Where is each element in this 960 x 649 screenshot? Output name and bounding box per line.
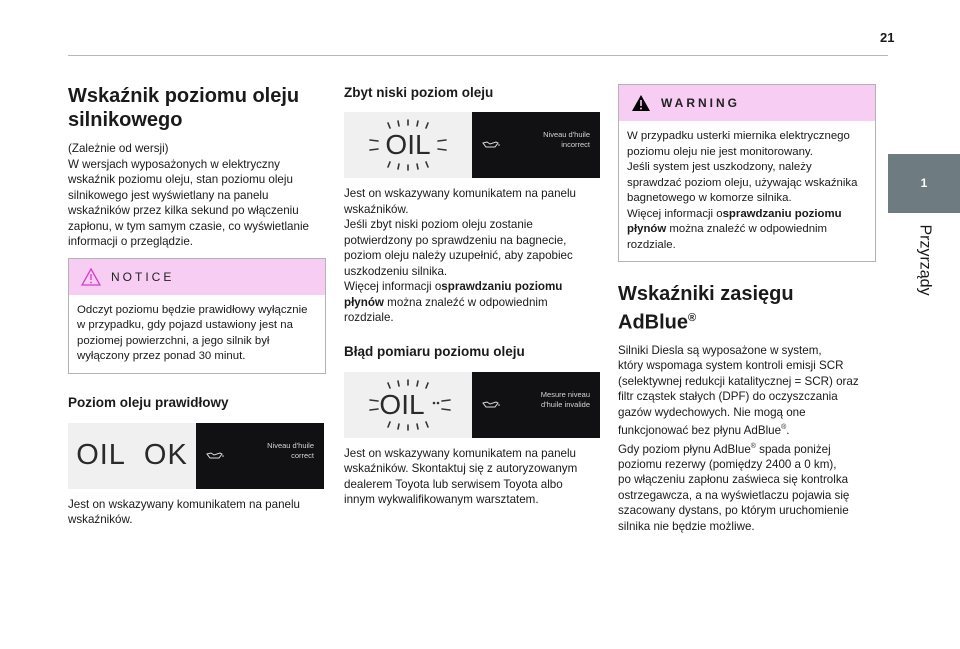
text-line: filtr cząstek stałych (DPF) do oczyszczania [618,390,838,404]
text-line: Jest on wskazywany komunikatem na panelu [344,187,576,200]
header-rule [68,55,888,56]
chapter-tab[interactable]: 1 [888,154,960,213]
intro-paragraph [68,141,326,250]
chapter-label: Przyrządy [917,224,934,296]
reference-line: płynów można znaleźć w odpowiednim [344,295,548,309]
notice-label: NOTICE [111,269,175,284]
oil-ok-text: OIL OK [76,438,188,471]
oil-error-screen-text: Mesure niveau d'huile invalide [540,389,590,409]
oil-ok-display-image [68,423,324,489]
page-number: 21 [880,30,895,45]
text-line: Odczyt poziomu będzie prawidłowy wyłącznie [77,303,308,316]
text-line: Silniki Diesla są wyposażone w system, [618,343,822,357]
warning-triangle-icon [631,94,651,112]
column-1 [68,84,326,528]
text-line: wskaźnik poziomu oleju, stan poziomu oleju [68,173,293,186]
text-line: wskaźników. [344,202,409,216]
oil-error-text: OIL [379,388,425,420]
warning-label: WARNING [661,96,740,110]
text-line: Jest on wskazywany komunikatem na panelu [344,446,576,460]
text-line: innym wykwalifikowanym warsztatem. [344,493,539,506]
oil-low-text: OIL [385,129,431,160]
text-line: szacowany dystans, po którym uruchomienie [618,504,849,518]
text-line: funkcjonować bez płynu AdBlue®. [618,424,790,438]
text-line: rozdziale. [344,311,394,324]
text-line: ostrzegawcza, a na wyświetlaczu pojawia się [618,488,850,502]
section-title-oil-level: Wskaźnik poziomu oleju silnikowego [68,85,300,131]
column-2 [344,84,600,508]
oil-low-indicator [344,112,472,178]
text-line: silnika nie będzie możliwe. [618,519,755,533]
text-line: silnikowego jest wyświetlany na panelu [68,188,269,202]
text-line: wskaźników. Skontaktuj się z autoryzowanym [344,462,578,475]
column-3 [618,84,876,534]
chapter-label-wrap [875,210,960,310]
oil-low-screen-text: Niveau d'huile incorrect [543,130,590,149]
oil-error-indicator [344,372,472,438]
text-line: który wspomaga system kontroli emisji SCR [618,359,844,373]
text-line: bagnetowego w komorze silnika. [627,192,792,204]
notice-box [68,258,326,374]
oil-error-display-image [344,372,600,438]
reference-line: Więcej informacji osprawdzaniu poziomu [627,207,842,220]
warning-box [618,84,876,262]
text-line: wyłączony przez ponad 30 minut. [77,350,246,362]
text-line: poziomu oleju nie jest monitorowany. [627,145,813,158]
text-line: informacji o przeglądzie. [68,235,194,248]
heading-oil-ok: Poziom oleju prawidłowy [68,394,229,410]
text-line: W wersjach wyposażonych w elektryczny [68,157,280,171]
text-line: dealerem Toyota lub serwisem Toyota albo [344,477,563,491]
oil-ok-screen [196,423,324,489]
oil-ok-indicator [68,423,196,489]
text-line: Gdy poziom płynu AdBlue® spada poniżej [618,442,831,456]
oil-can-icon [482,136,500,146]
text-line: poziomu rezerwy (pomiędzy 2400 a 0 km), [618,457,837,471]
warning-triangle-icon [81,268,101,286]
oil-can-icon [206,447,224,457]
oil-low-display-image [344,112,600,178]
text-line: W przypadku usterki miernika elektrycznego [627,130,850,142]
notice-body [69,295,325,373]
text-line: uszkodzeniu silnika. [344,264,448,278]
text-line: zapłonu, w tym samym czasie, co wyświetlanie [68,219,309,233]
oil-low-paragraph [344,186,600,326]
text-line: poziom oleju należy uzupełnić, aby zapobiec [344,249,573,262]
text-line: sprawdzać poziom oleju, używając wskaźnika [627,176,858,189]
text-line: wskaźników. [68,513,133,526]
text-line: (selektywnej redukcji katalitycznej = SCR) oraz [618,374,859,388]
heading-oil-error: Błąd pomiaru poziomu oleju [344,343,525,359]
notice-header [69,259,325,295]
oil-can-icon [482,396,500,406]
heading-oil-low: Zbyt niski poziom oleju [344,85,494,100]
warning-body [619,121,875,261]
text-line: (Zależnie od wersji) [68,142,169,155]
warning-header [619,85,875,121]
text-line: wskaźników przez kilka sekund po włączeniu [68,204,299,217]
text-line: poziomej powierzchni, a jego silnik był [77,334,270,347]
text-line: Jeśli zbyt niski poziom oleju zostanie [344,218,533,231]
text-line: Jest on wskazywany komunikatem na panelu [68,497,300,511]
text-line: w przypadku, gdy pojazd ustawiony jest na [77,319,293,331]
text-line: rozdziale. [627,238,676,251]
text-line: po włączeniu zapłonu zaświeca się kontrolka [618,473,849,487]
section-title-adblue: Wskaźniki zasięgu AdBlue® [618,283,794,334]
text-line: potwierdzony po sprawdzeniu na bagnecie, [344,233,567,247]
text-line: Jeśli system jest uszkodzony, należy [627,161,812,173]
reference-line: Więcej informacji osprawdzaniu poziomu [344,280,563,293]
oil-ok-screen-text: Niveau d'huile correct [267,440,314,460]
reference-line: płynów można znaleźć w odpowiednim [627,223,828,235]
oil-low-screen [472,112,600,178]
adblue-paragraph [618,343,876,535]
text-line: gazów wydechowych. Nie mogą one [618,405,806,419]
oil-error-screen [472,372,600,438]
